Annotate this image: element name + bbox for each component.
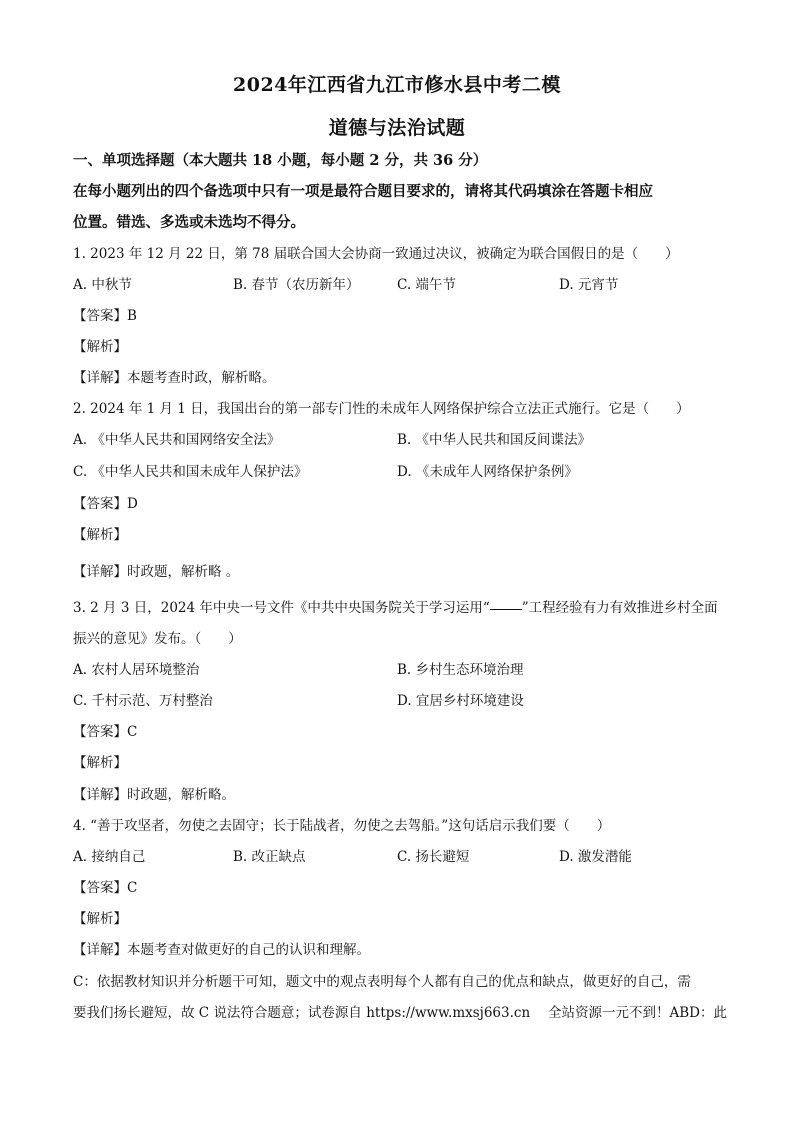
question-3-option-c: C. 千村示范、万村整治 [73, 693, 213, 709]
answer-value: D [127, 496, 138, 512]
page-subtitle: 道德与法治试题 [328, 117, 466, 139]
question-3-option-b: B. 乡村生态环境治理 [397, 662, 524, 678]
question-4-option-d: D. 激发潜能 [559, 849, 632, 865]
section-instructions-2: 位置。错选、多选或未选均不得分。 [73, 214, 305, 231]
answer-value: C [127, 880, 138, 896]
question-3-stem-line-1 [73, 598, 718, 618]
question-3-option-d: D. 宜居乡村环境建设 [397, 693, 524, 709]
question-2-analysis: 【解析】 [73, 527, 127, 543]
question-1-option-c: C. 端午节 [397, 277, 456, 293]
question-2-option-c: C. 《中华人民共和国未成年人保护法》 [73, 464, 308, 480]
question-4-detail [73, 940, 370, 960]
answer-label: 【答案】 [73, 880, 127, 896]
detail-text: 时政题，解析略。 [127, 787, 235, 803]
question-1-option-b: B. 春节（农历新年） [233, 277, 360, 293]
question-2-option-b: B. 《中华人民共和国反间谍法》 [397, 432, 592, 448]
question-4-analysis: 【解析】 [73, 911, 127, 927]
detail-label: 【详解】 [73, 564, 127, 580]
detail-text: 时政题，解析略 。 [127, 564, 240, 580]
question-1-option-d: D. 元宵节 [559, 277, 619, 293]
question-1-detail [73, 368, 276, 388]
question-4-stem: 4. “善于攻坚者，勿使之去固守；长于陆战者，勿使之去驾船。”这句话启示我们要（ ） [73, 818, 611, 834]
question-1-analysis: 【解析】 [73, 339, 127, 355]
answer-label: 【答案】 [73, 308, 127, 324]
question-1-answer [73, 306, 137, 326]
question-2-option-a: A. 《中华人民共和国网络安全法》 [73, 432, 281, 448]
question-4-option-a: A. 接纳自己 [73, 849, 146, 865]
question-3-answer [73, 722, 137, 742]
stem-part-a: 3. 2 月 3 日，2024 年中央一号文件《中共中央国务院关于学习运用“ [73, 600, 490, 616]
question-1-stem: 1. 2023 年 12 月 22 日，第 78 届联合国大会协商一致通过决议，被确定为联合国假日的是（ ） [73, 246, 679, 262]
answer-label: 【答案】 [73, 724, 127, 740]
answer-value: C [127, 724, 138, 740]
question-4-paragraph-1: C：依据教材知识并分析题干可知，题文中的观点表明每个人都有自己的优点和缺点，做更好的自己，需 [73, 974, 691, 990]
question-2-answer [73, 494, 138, 514]
answer-value: B [127, 308, 137, 324]
detail-text: 本题考查时政，解析略。 [127, 370, 276, 386]
question-4-option-b: B. 改正缺点 [233, 849, 306, 865]
question-2-detail [73, 562, 239, 582]
answer-label: 【答案】 [73, 496, 127, 512]
section-instructions-1: 在每小题列出的四个备选项中只有一项是最符合题目要求的，请将其代码填涂在答题卡相应 [73, 183, 653, 200]
detail-label: 【详解】 [73, 370, 127, 386]
question-3-analysis: 【解析】 [73, 755, 127, 771]
question-1-option-a: A. 中秋节 [73, 277, 132, 293]
section-heading: 一、单项选择题（本大题共 18 小题，每小题 2 分，共 36 分） [73, 152, 488, 169]
detail-text: 本题考查对做更好的自己的认识和理解。 [127, 942, 370, 958]
question-4-paragraph-2: 要我们扬长避短，故 C 说法符合题意；试卷源自 https://www.mxsj663.cn 全站资源一元不到！ABD：此 [73, 1005, 727, 1021]
question-2-stem: 2. 2024 年 1 月 1 日，我国出台的第一部专门性的未成年人网络保护综合立法正式施行。它是（ ） [73, 401, 690, 417]
fill-blank [490, 609, 522, 610]
detail-label: 【详解】 [73, 787, 127, 803]
question-3-detail [73, 785, 235, 805]
detail-label: 【详解】 [73, 942, 127, 958]
question-4-answer [73, 878, 137, 898]
question-2-option-d: D. 《未成年人网络保护条例》 [397, 464, 578, 480]
stem-part-b: ”工程经验有力有效推进乡村全面 [521, 600, 718, 616]
page-title: 2024年江西省九江市修水县中考二模 [233, 74, 561, 96]
question-3-stem-line-2: 振兴的意见》发布。（ ） [73, 631, 242, 647]
question-4-option-c: C. 扬长避短 [397, 849, 470, 865]
question-3-option-a: A. 农村人居环境整治 [73, 662, 200, 678]
